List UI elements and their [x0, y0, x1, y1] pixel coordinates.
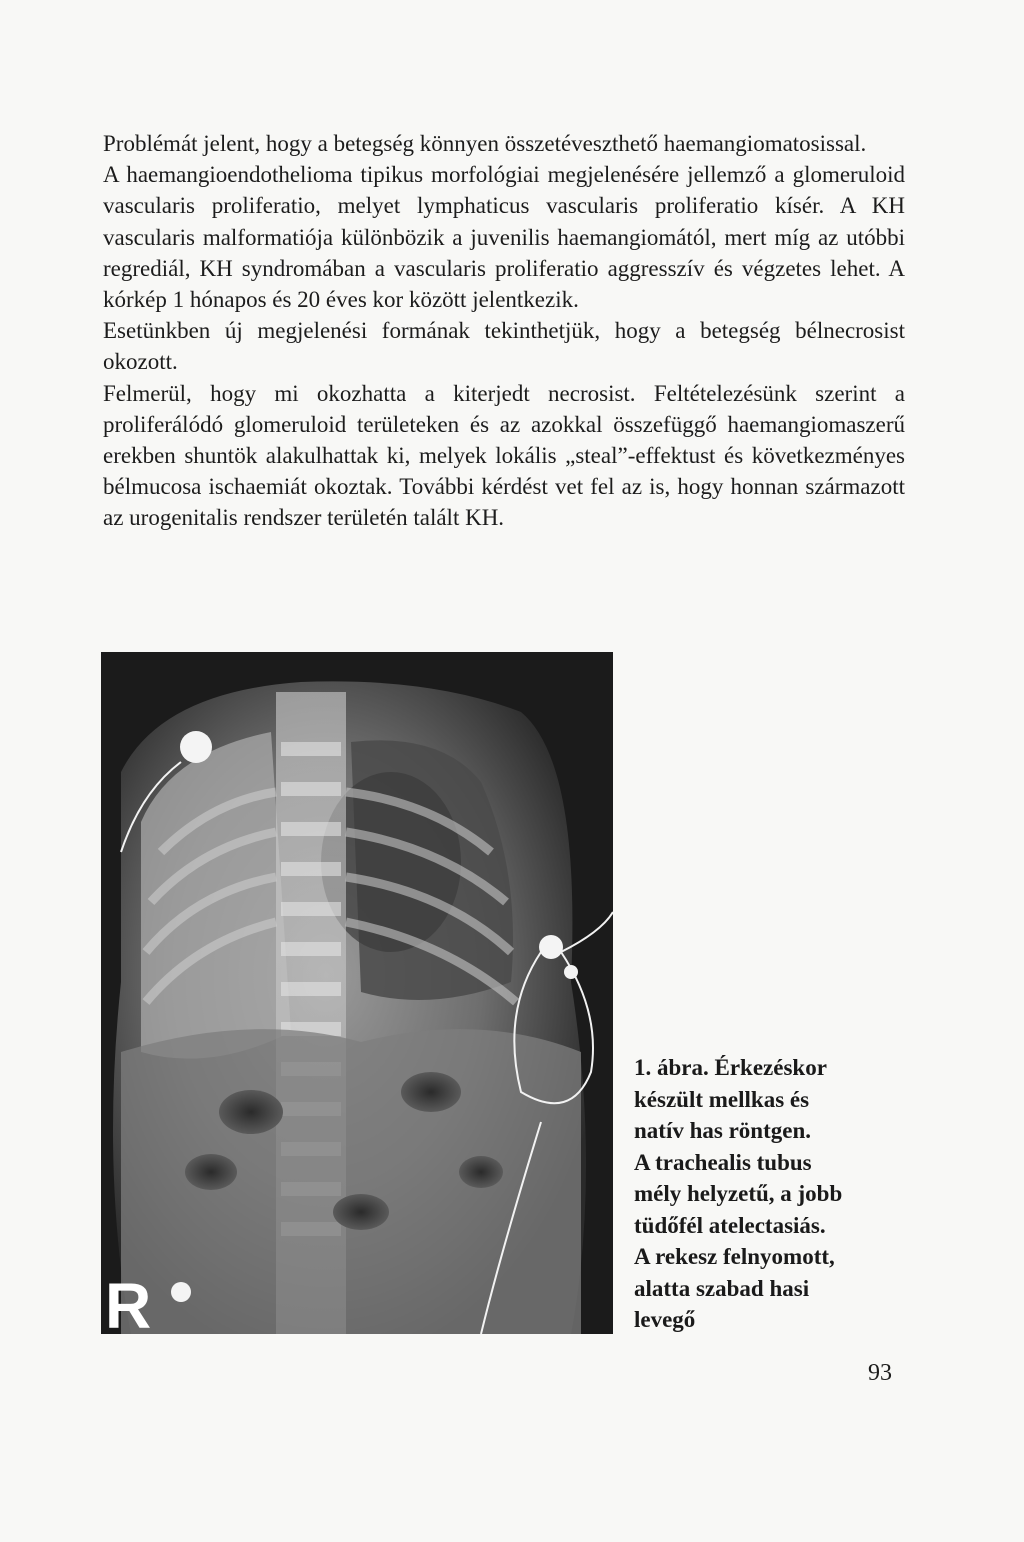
caption-line: natív has röntgen.	[634, 1118, 811, 1143]
xray-marker: R	[105, 1270, 152, 1334]
caption-line: alatta szabad hasi	[634, 1275, 810, 1301]
page-number: 93	[868, 1360, 892, 1386]
caption-line: 1. ábra. Érkezéskor	[634, 1055, 827, 1080]
figure-caption	[634, 1052, 904, 1336]
paragraph-1: Problémát jelent, hogy a betegség könnyen összetéveszthető haemangiomatosissal.	[103, 131, 867, 156]
xray-figure	[101, 652, 613, 1334]
caption-line: levegő	[634, 1307, 696, 1332]
caption-line: A trachealis tubus	[634, 1149, 812, 1175]
caption-line: tüdőfél atelectasiás.	[634, 1212, 826, 1238]
caption-line: mély helyzetű, a jobb	[634, 1181, 843, 1206]
body-text	[103, 128, 905, 534]
paragraph-2: A haemangioendothelioma tipikus morfológiai megjelenésére jellemző a glomeruloid vascularis proliferatio, melyet lymphaticus vascularis proliferatio kísér. A KH vascularis malformatiója különbözik a juvenilis haemangiomától, mert míg az utóbbi regrediál, KH syndromában a vascularis proliferatio aggresszív és végzetes lehet. A kórkép 1 hónapos és 20 éves kor között jelentkezik.	[103, 162, 905, 313]
paragraph-4: Felmerül, hogy mi okozhatta a kiterjedt necrosist. Feltételezésünk szerint a proliferálódó glomeruloid területeken és az azokkal összefüggő haemangiomaszerű erekben shuntök alakulhattak ki, melyek lokális „steal”-effektust és következményes bélmucosa ischaemiát okoztak. További kérdést vet fel az is, hogy honnan származott az urogenitalis rendszer területén talált KH.	[103, 380, 905, 531]
xray-image	[101, 652, 613, 1334]
paragraph-3: Esetünkben új megjelenési formának tekinthetjük, hogy a betegség bélnecrosist okozott.	[103, 318, 905, 375]
caption-line: készült mellkas és	[634, 1086, 810, 1112]
caption-line: A rekesz felnyomott,	[634, 1244, 835, 1269]
